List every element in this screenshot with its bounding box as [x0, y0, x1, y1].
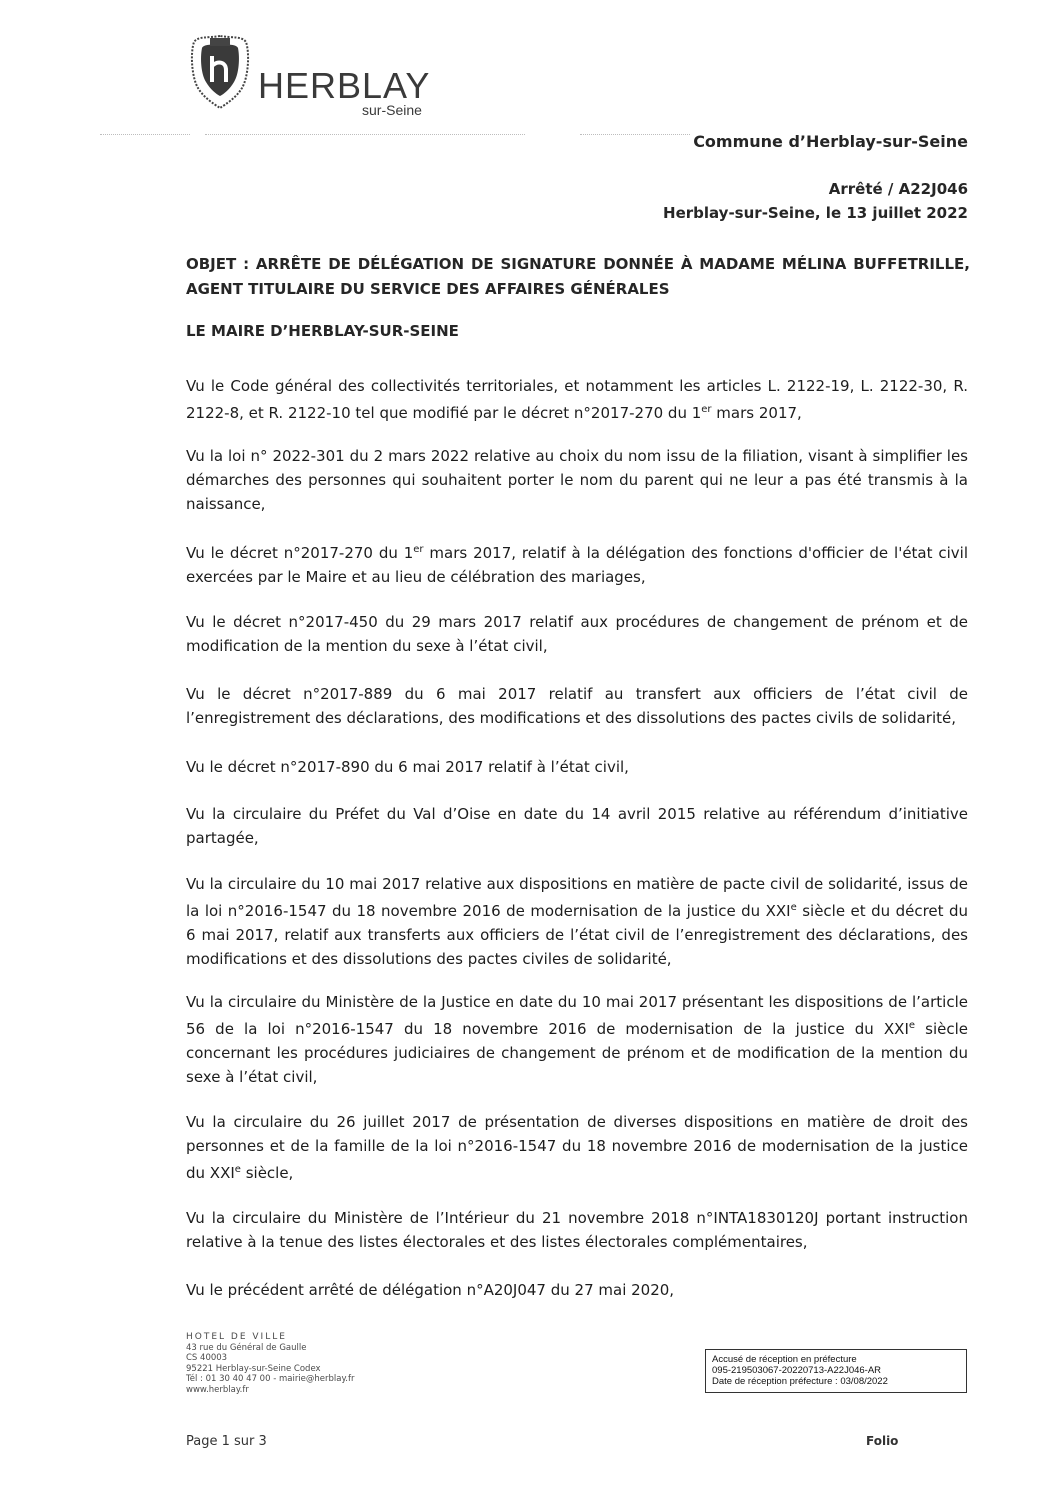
folio-label: Folio: [866, 1434, 899, 1448]
footer-address-line: HOTEL DE VILLE: [186, 1332, 287, 1342]
paragraph: Vu le précédent arrêté de délégation n°A20J047 du 27 mai 2020,: [186, 1281, 675, 1299]
footer-address-line: Tél : 01 30 40 47 00 - mairie@herblay.fr: [186, 1374, 355, 1384]
paragraph: Vu la circulaire du Ministère de la Justice en date du 10 mai 2017 présentant les dispositions de l’article 56 de la loi n°2016-1547 du 18 novembre 2016 de modernisation de la justice du XXIe siècle concernant les procédures judiciaires de changement de prénom et de modification de la mention du sexe à l’état civil,: [186, 993, 968, 1086]
footer-address-line: CS 40003: [186, 1353, 228, 1363]
document-object: OBJET : ARRÊTE DE DÉLÉGATION DE SIGNATURE DONNÉE À MADAME MÉLINA BUFFETRILLE, AGENT TITULAIRE DU SERVICE DES AFFAIRES GÉNÉRALES: [186, 255, 970, 298]
paragraph: Vu le décret n°2017-270 du 1er mars 2017, relatif à la délégation des fonctions d'officier de l'état civil exercées par le Maire et au lieu de célébration des mariages,: [186, 544, 969, 586]
divider: [580, 134, 690, 135]
paragraph: Vu le Code général des collectivités territoriales, et notamment les articles L. 2122-19, L. 2122-30, R. 2122-8, et R. 2122-10 tel que modifié par le décret n°2017-270 du 1er mars 2017,: [186, 377, 968, 422]
city-crest-icon: [186, 32, 254, 110]
commune-name: Commune d’Herblay-sur-Seine: [693, 132, 968, 151]
footer-address: [186, 1332, 355, 1395]
logo-name: HERBLAY: [258, 65, 431, 106]
herblay-logo: [186, 32, 466, 118]
receipt-line: 095-219503067-20220713-A22J046-AR: [712, 1365, 882, 1376]
paragraph: Vu la loi n° 2022-301 du 2 mars 2022 relative au choix du nom issu de la filiation, visant à simplifier les démarches des personnes qui souhaitent porter le nom du parent qui ne leur a pas été transmis à la naissance,: [186, 447, 968, 513]
footer-address-line: 95221 Herblay-sur-Seine Codex: [186, 1363, 321, 1374]
footer-address-line: www.herblay.fr: [186, 1384, 249, 1395]
divider: [205, 134, 525, 135]
footer-address-line: 43 rue du Général de Gaulle: [186, 1342, 307, 1353]
paragraph: Vu la circulaire du Ministère de l’Intérieur du 21 novembre 2018 n°INTA1830120J portant instruction relative à la tenue des listes électorales et des listes électorales complémentaires,: [186, 1209, 968, 1251]
paragraph: Vu le décret n°2017-890 du 6 mai 2017 relatif à l’état civil,: [186, 758, 629, 776]
paragraph: Vu la circulaire du 26 juillet 2017 de présentation de diverses dispositions en matière de droit des personnes et de la famille de la loi n°2016-1547 du 18 novembre 2016 de modernisation de la justice du XXIe siècle,: [186, 1113, 968, 1182]
mayor-heading: LE MAIRE D’HERBLAY-SUR-SEINE: [186, 322, 459, 340]
page-number: Page 1 sur 3: [186, 1434, 267, 1449]
date-line: Herblay-sur-Seine, le 13 juillet 2022: [663, 204, 968, 222]
paragraph: Vu la circulaire du 10 mai 2017 relative aux dispositions en matière de pacte civil de solidarité, issus de la loi n°2016-1547 du 18 novembre 2016 de modernisation de la justice du XXIe siècle et du décret du 6 mai 2017, relatif aux transferts aux officiers de l’état civil de l’enregistrement des déclarations, des modifications et des dissolutions des pactes civiles de solidarité,: [186, 875, 968, 968]
divider: [100, 134, 190, 135]
paragraph: Vu le décret n°2017-889 du 6 mai 2017 relatif au transfert aux officiers de l’état civil de l’enregistrement des déclarations, des modifications et des dissolutions des pactes civils de solidarité,: [186, 685, 968, 727]
prefecture-receipt-box: [705, 1349, 967, 1393]
receipt-line: Date de réception préfecture : 03/08/2022: [712, 1376, 888, 1387]
paragraph: Vu le décret n°2017-450 du 29 mars 2017 relatif aux procédures de changement de prénom et de modification de la mention du sexe à l’état civil,: [186, 613, 968, 655]
receipt-line: Accusé de réception en préfecture: [712, 1354, 857, 1365]
logo-subtitle: sur-Seine: [362, 102, 422, 118]
arrete-number: Arrêté / A22J046: [828, 180, 968, 198]
paragraph: Vu la circulaire du Préfet du Val d’Oise en date du 14 avril 2015 relative au référendum d’initiative partagée,: [186, 805, 968, 847]
